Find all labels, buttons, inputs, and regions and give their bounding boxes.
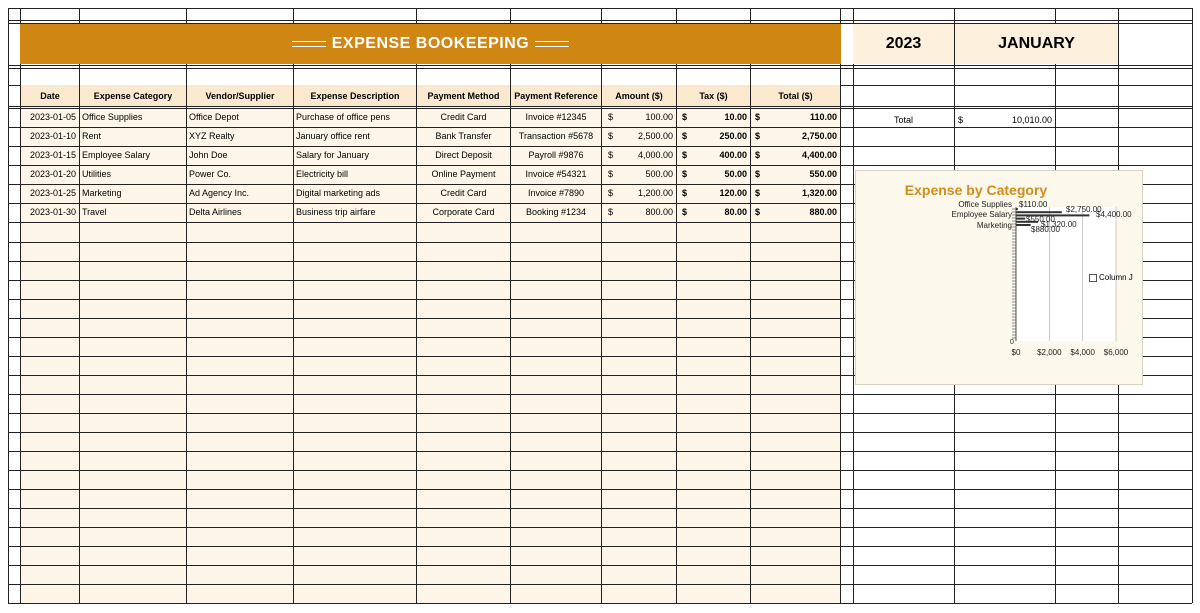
- bar: [1016, 208, 1018, 210]
- category-cell[interactable]: Utilities: [82, 169, 112, 179]
- vendor-cell[interactable]: Power Co.: [189, 169, 232, 179]
- tax-cell[interactable]: 50.00: [724, 169, 747, 179]
- payment-reference-cell[interactable]: Payroll #9876: [528, 150, 584, 160]
- date-cell[interactable]: 2023-01-15: [29, 150, 76, 160]
- amount-currency-symbol: $: [608, 207, 614, 217]
- grid-col-line: [840, 8, 841, 603]
- payment-method-cell[interactable]: Online Payment: [431, 169, 496, 179]
- sheet-title: EXPENSE BOOKEEPING: [331, 35, 530, 52]
- payment-method-cell[interactable]: Corporate Card: [432, 207, 495, 217]
- total-currency-symbol: $: [755, 169, 761, 179]
- legend-label: Column J: [1099, 273, 1133, 282]
- date-cell[interactable]: 2023-01-05: [29, 112, 76, 122]
- chart-legend: [1089, 273, 1133, 282]
- grid-col-line: [8, 8, 9, 603]
- payment-method-cell[interactable]: Credit Card: [440, 112, 487, 122]
- vendor-cell[interactable]: John Doe: [189, 150, 228, 160]
- y-zero-label: 0: [1010, 339, 1014, 346]
- banner-left-rule: [292, 41, 326, 47]
- description-cell[interactable]: Salary for January: [296, 150, 370, 160]
- tax-currency-symbol: $: [682, 150, 688, 160]
- amount-cell[interactable]: 2,500.00: [637, 131, 673, 141]
- tax-cell[interactable]: 400.00: [719, 150, 747, 160]
- amount-currency-symbol: $: [608, 150, 614, 160]
- banner-right-rule: [535, 41, 569, 47]
- payment-method-cell[interactable]: Bank Transfer: [435, 131, 492, 141]
- amount-cell[interactable]: 800.00: [645, 207, 673, 217]
- month-cell[interactable]: JANUARY: [955, 24, 1118, 64]
- category-label: Office Supplies: [958, 200, 1012, 209]
- chart-title: Expense by Category: [904, 182, 1048, 198]
- total-cell[interactable]: 880.00: [809, 207, 837, 217]
- category-cell[interactable]: Marketing: [82, 188, 122, 198]
- payment-method-cell[interactable]: Credit Card: [440, 188, 487, 198]
- amount-currency-symbol: $: [608, 112, 614, 122]
- x-tick-label: $4,000: [1070, 348, 1095, 357]
- bar: [1016, 218, 1025, 220]
- category-cell[interactable]: Office Supplies: [82, 112, 143, 122]
- tax-currency-symbol: $: [682, 169, 688, 179]
- data-label: $1,320.00: [1041, 220, 1077, 229]
- category-cell[interactable]: Rent: [82, 131, 102, 141]
- tax-currency-symbol: $: [682, 112, 688, 122]
- total-cell[interactable]: 550.00: [809, 169, 837, 179]
- data-label: $550.00: [1026, 215, 1055, 224]
- column-header[interactable]: Amount ($): [602, 85, 676, 106]
- sheet-title-banner: [20, 24, 841, 64]
- total-cell[interactable]: 2,750.00: [801, 131, 837, 141]
- vendor-cell[interactable]: XYZ Realty: [189, 131, 235, 141]
- column-header[interactable]: Total ($): [751, 85, 840, 106]
- column-header[interactable]: Payment Method: [417, 85, 510, 106]
- description-cell[interactable]: Digital marketing ads: [296, 188, 381, 198]
- column-header[interactable]: Payment Reference: [511, 85, 601, 106]
- summary-total-label[interactable]: Total: [893, 115, 913, 125]
- bar: [1016, 224, 1031, 226]
- description-cell[interactable]: Purchase of office pens: [296, 112, 390, 122]
- date-cell[interactable]: 2023-01-20: [29, 169, 76, 179]
- amount-cell[interactable]: 500.00: [645, 169, 673, 179]
- grid-col-line: [853, 8, 854, 603]
- grid-col-line: [1192, 8, 1193, 603]
- total-cell[interactable]: 4,400.00: [801, 150, 837, 160]
- total-currency-symbol: $: [755, 150, 761, 160]
- description-cell[interactable]: Electricity bill: [296, 169, 349, 179]
- date-cell[interactable]: 2023-01-25: [29, 188, 76, 198]
- data-label: $880.00: [1031, 225, 1060, 234]
- tax-cell[interactable]: 80.00: [724, 207, 747, 217]
- column-header[interactable]: Expense Description: [294, 85, 416, 106]
- payment-reference-cell[interactable]: Invoice #54321: [525, 169, 587, 179]
- category-label: Marketing: [976, 221, 1012, 230]
- x-tick-label: $6,000: [1103, 348, 1129, 357]
- payment-reference-cell[interactable]: Invoice #7890: [527, 188, 585, 198]
- amount-currency-symbol: $: [608, 169, 614, 179]
- data-label: $110.00: [1019, 200, 1048, 209]
- summary-currency-symbol[interactable]: $: [958, 115, 964, 125]
- summary-total-value[interactable]: 10,010.00: [1011, 115, 1052, 125]
- vendor-cell[interactable]: Ad Agency Inc.: [189, 188, 250, 198]
- description-cell[interactable]: Business trip airfare: [296, 207, 376, 217]
- column-header[interactable]: Expense Category: [80, 85, 186, 106]
- data-label: $4,400.00: [1096, 210, 1132, 219]
- amount-currency-symbol: $: [608, 131, 614, 141]
- x-tick-label: $0: [1011, 348, 1021, 357]
- payment-method-cell[interactable]: Direct Deposit: [435, 150, 492, 160]
- column-header[interactable]: Tax ($): [677, 85, 750, 106]
- amount-currency-symbol: $: [608, 188, 614, 198]
- tax-currency-symbol: $: [682, 207, 688, 217]
- payment-reference-cell[interactable]: Invoice #12345: [525, 112, 587, 122]
- vendor-cell[interactable]: Office Depot: [189, 112, 239, 122]
- total-currency-symbol: $: [755, 131, 761, 141]
- category-cell[interactable]: Employee Salary: [82, 150, 151, 160]
- category-label: Employee Salary: [951, 210, 1012, 219]
- x-tick-label: $2,000: [1037, 348, 1062, 357]
- total-currency-symbol: $: [755, 207, 761, 217]
- tax-cell[interactable]: 10.00: [724, 112, 747, 122]
- bar: [1016, 211, 1062, 213]
- vendor-cell[interactable]: Delta Airlines: [189, 207, 242, 217]
- amount-cell[interactable]: 4,000.00: [637, 150, 673, 160]
- payment-reference-cell[interactable]: Booking #1234: [525, 207, 587, 217]
- total-cell[interactable]: 1,320.00: [801, 188, 837, 198]
- tax-currency-symbol: $: [682, 131, 688, 141]
- tax-currency-symbol: $: [682, 188, 688, 198]
- tax-cell[interactable]: 250.00: [719, 131, 747, 141]
- payment-reference-cell[interactable]: Transaction #5678: [518, 131, 594, 141]
- grid-row-line: [8, 603, 1192, 604]
- total-currency-symbol: $: [755, 188, 761, 198]
- date-cell[interactable]: 2023-01-30: [29, 207, 76, 217]
- date-cell[interactable]: 2023-01-10: [29, 131, 76, 141]
- column-header[interactable]: Date: [21, 85, 79, 106]
- expense-by-category-chart[interactable]: [855, 170, 1143, 385]
- category-cell[interactable]: Travel: [82, 207, 107, 217]
- tax-cell[interactable]: 120.00: [719, 188, 747, 198]
- description-cell[interactable]: January office rent: [296, 131, 370, 141]
- total-cell[interactable]: 110.00: [809, 112, 837, 122]
- amount-cell[interactable]: 100.00: [645, 112, 673, 122]
- total-currency-symbol: $: [755, 112, 761, 122]
- data-label: $2,750.00: [1066, 205, 1102, 214]
- amount-cell[interactable]: 1,200.00: [637, 188, 673, 198]
- column-header[interactable]: Vendor/Supplier: [187, 85, 293, 106]
- year-cell[interactable]: 2023: [853, 24, 954, 64]
- legend-swatch: [1089, 274, 1097, 282]
